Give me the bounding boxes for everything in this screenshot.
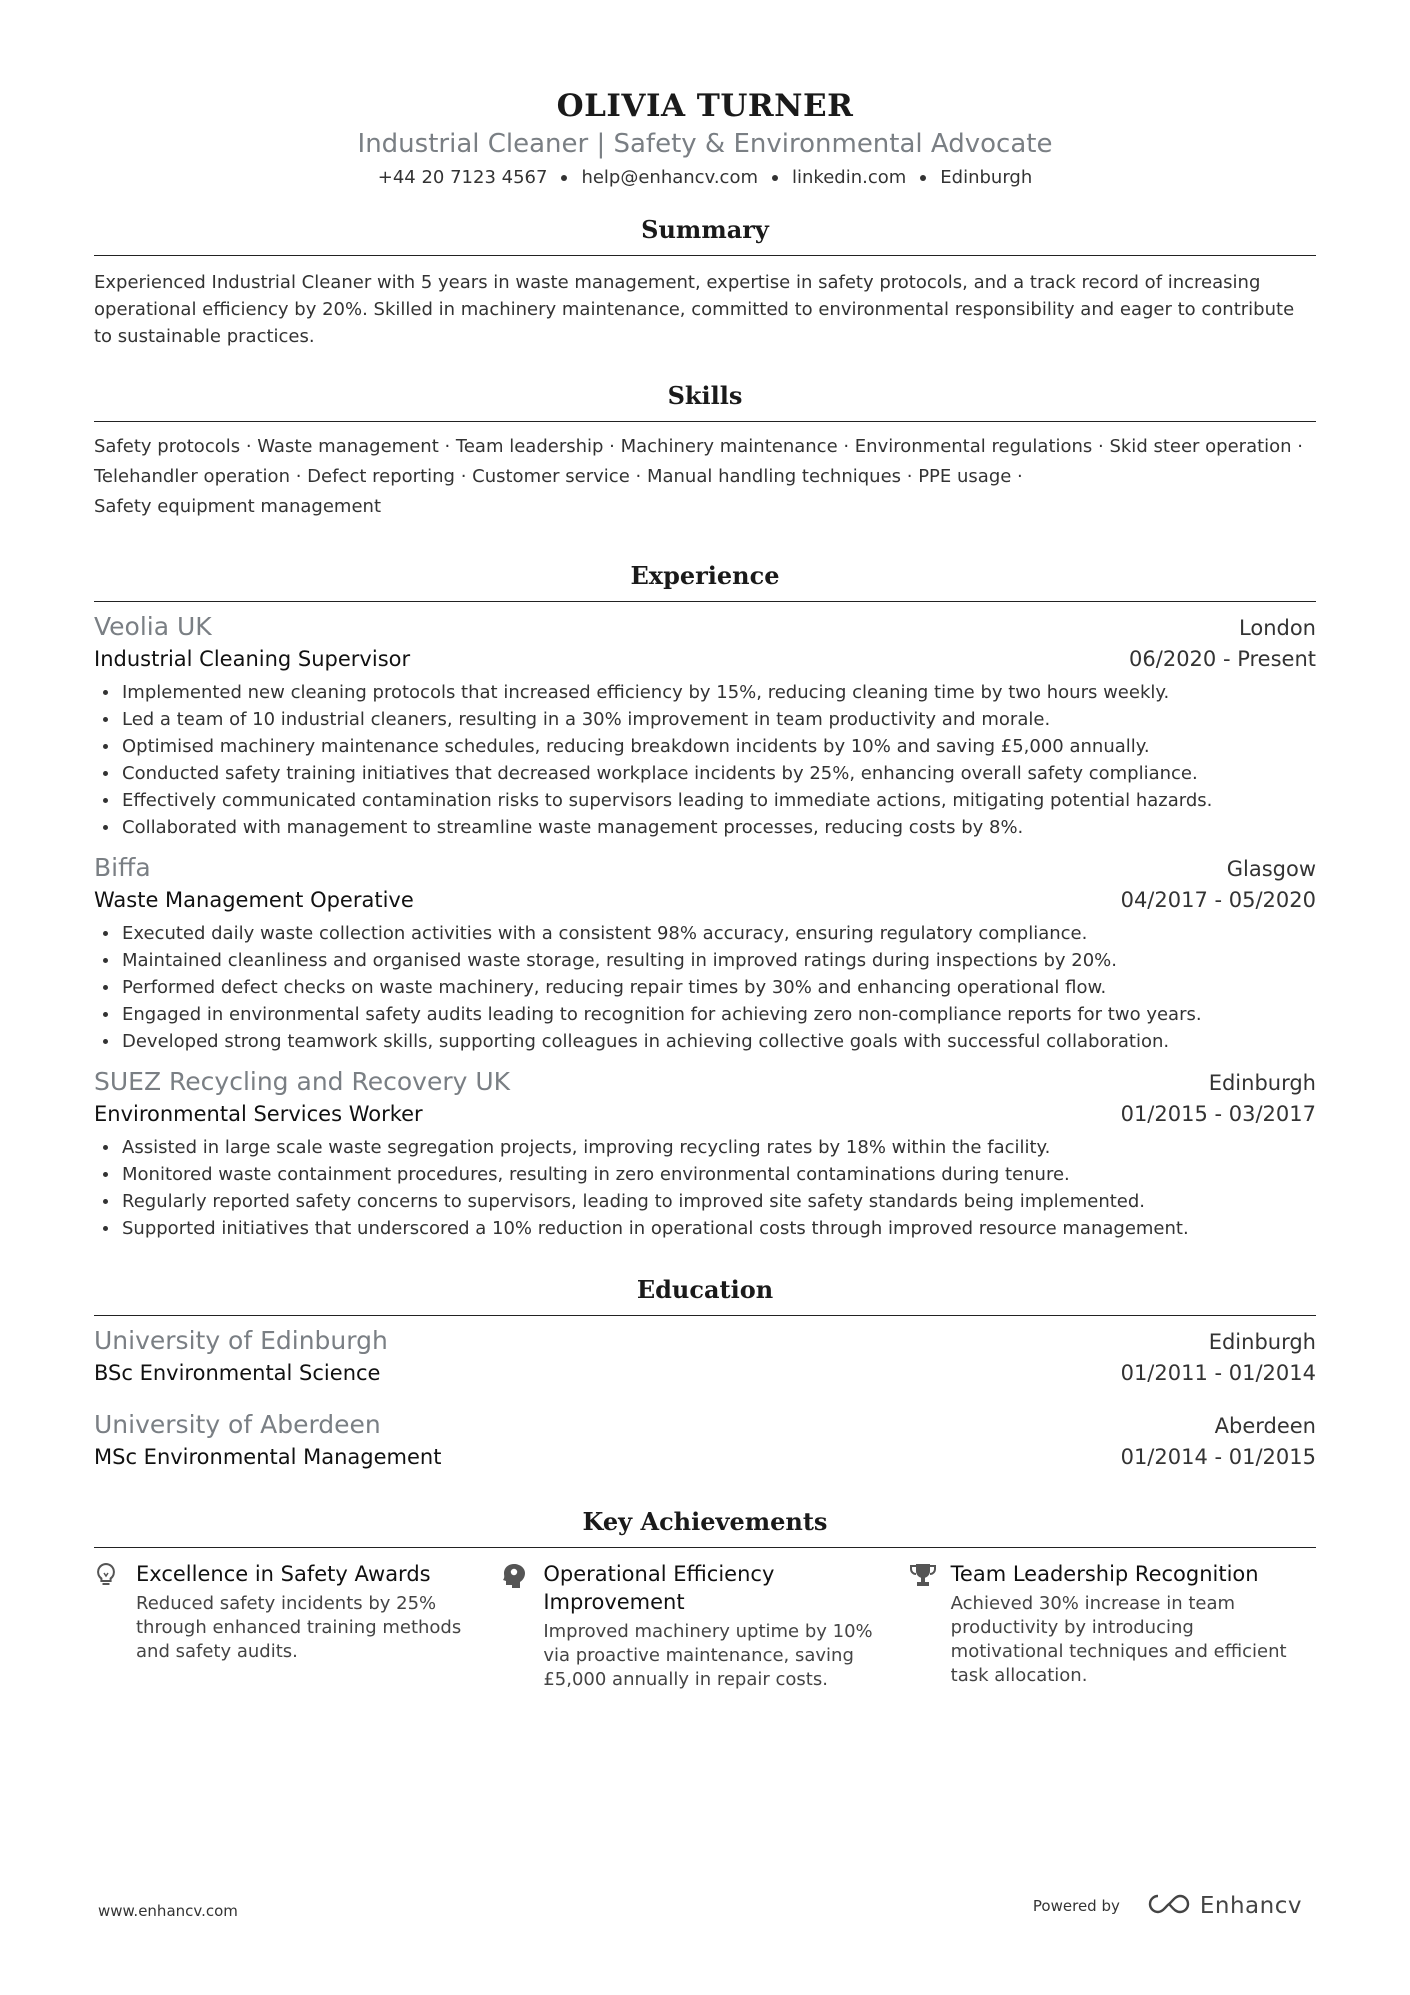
school-name: University of Edinburgh <box>94 1326 388 1355</box>
company-name: Biffa <box>94 853 151 882</box>
education-dates: 01/2014 - 01/2015 <box>1120 1445 1316 1469</box>
enhancv-logo-icon <box>1146 1892 1192 1920</box>
list-item: Executed daily waste collection activities with a consistent 98% accuracy, ensuring regulatory compliance. <box>94 920 1316 947</box>
resume-page <box>94 0 1316 1995</box>
footer-branding <box>1033 1892 1302 1920</box>
list-item: Monitored waste containment procedures, resulting in zero environmental contaminations during tenure. <box>94 1161 1316 1188</box>
candidate-name: OLIVIA TURNER <box>556 88 854 124</box>
location: Edinburgh <box>940 167 1033 188</box>
list-item: Optimised machinery maintenance schedules, reducing breakdown incidents by 10% and saving £5,000 annually. <box>94 733 1316 760</box>
education-entry <box>94 1408 1316 1472</box>
list-item: Led a team of 10 industrial cleaners, resulting in a 30% improvement in team productivity and morale. <box>94 706 1316 733</box>
achievement-title: Operational Efficiency Improvement <box>543 1562 775 1614</box>
education-entry <box>94 1324 1316 1388</box>
list-item: Collaborated with management to streamline waste management processes, reducing costs by 8%. <box>94 814 1316 841</box>
contact-line <box>94 165 1316 191</box>
achievements-heading: Key Achievements <box>94 1506 1316 1548</box>
list-item: Assisted in large scale waste segregation projects, improving recycling rates by 18% within the facility. <box>94 1134 1316 1161</box>
job-dates: 06/2020 - Present <box>1129 647 1316 671</box>
school-location: Aberdeen <box>1214 1414 1316 1438</box>
list-item: Supported initiatives that underscored a 10% reduction in operational costs through improved resource management. <box>94 1215 1316 1242</box>
trophy-icon <box>909 1560 951 1692</box>
job-location: London <box>1239 616 1316 640</box>
skills-line: Safety protocols · Waste management · Team leadership · Machinery maintenance · Environmental regulations · Skid steer operation · <box>94 436 1304 457</box>
achievement-desc: Reduced safety incidents by 25% through enhanced training methods and safety audits. <box>136 1593 462 1662</box>
list-item: Effectively communicated contamination risks to supervisors leading to immediate actions, mitigating potential hazards. <box>94 787 1316 814</box>
list-item: Performed defect checks on waste machinery, reducing repair times by 30% and enhancing operational flow. <box>94 974 1316 1001</box>
list-item: Engaged in environmental safety audits leading to recognition for achieving zero non-compliance reports for two years. <box>94 1001 1316 1028</box>
separator-dot <box>920 175 926 181</box>
skills-heading: Skills <box>94 380 1316 422</box>
achievements-grid <box>94 1560 1316 1692</box>
company-name: Veolia UK <box>94 612 212 641</box>
degree: BSc Environmental Science <box>94 1361 381 1385</box>
separator-dot <box>772 175 778 181</box>
job-bullets <box>94 1134 1316 1242</box>
linkedin-link[interactable]: linkedin.com <box>792 167 907 188</box>
job-bullets <box>94 679 1316 841</box>
skills-list <box>94 432 1316 522</box>
skills-line: Telehandler operation · Defect reporting · Customer service · Manual handling techniques · PPE usage · <box>94 466 1023 487</box>
separator-dot <box>561 175 567 181</box>
achievement-title: Team Leadership Recognition <box>950 1562 1259 1586</box>
list-item: Implemented new cleaning protocols that increased efficiency by 15%, reducing cleaning time by two hours weekly. <box>94 679 1316 706</box>
summary-heading: Summary <box>94 214 1316 256</box>
achievement-item <box>909 1560 1316 1692</box>
company-name: SUEZ Recycling and Recovery UK <box>94 1067 511 1096</box>
achievement-desc: Improved machinery uptime by 10% via proactive maintenance, saving £5,000 annually in repair costs. <box>543 1621 873 1690</box>
list-item: Regularly reported safety concerns to supervisors, leading to improved site safety standards being implemented. <box>94 1188 1316 1215</box>
job-role: Environmental Services Worker <box>94 1102 423 1126</box>
job-location: Edinburgh <box>1208 1071 1316 1095</box>
job-dates: 01/2015 - 03/2017 <box>1120 1102 1316 1126</box>
job-role: Industrial Cleaning Supervisor <box>94 647 411 671</box>
resume-header <box>94 0 1316 191</box>
summary-text: Experienced Industrial Cleaner with 5 years in waste management, expertise in safety protocols, and a track record of increasing operational efficiency by 20%. Skilled in machinery maintenance, committed to environmental responsibility and eager to contribute to sustainable practices. <box>94 272 1295 347</box>
degree: MSc Environmental Management <box>94 1445 442 1469</box>
footer-website[interactable]: www.enhancv.com <box>98 1902 238 1920</box>
job-role: Waste Management Operative <box>94 888 414 912</box>
job-dates: 04/2017 - 05/2020 <box>1120 888 1316 912</box>
brand-name: Enhancv <box>1199 1893 1302 1919</box>
lightbulb-icon <box>94 1560 136 1692</box>
achievement-item <box>94 1560 501 1692</box>
email[interactable]: help@enhancv.com <box>581 167 758 188</box>
education-dates: 01/2011 - 01/2014 <box>1120 1361 1316 1385</box>
head-brain-icon <box>501 1560 543 1692</box>
list-item: Developed strong teamwork skills, supporting colleagues in achieving collective goals with successful collaboration. <box>94 1028 1316 1055</box>
achievement-item <box>501 1560 908 1692</box>
job-entry <box>94 851 1316 1055</box>
job-bullets <box>94 920 1316 1055</box>
experience-section <box>94 560 1316 1242</box>
job-entry <box>94 1065 1316 1242</box>
candidate-title: Industrial Cleaner | Safety & Environmental Advocate <box>357 129 1053 159</box>
list-item: Conducted safety training initiatives that decreased workplace incidents by 25%, enhancing overall safety compliance. <box>94 760 1316 787</box>
powered-by-label: Powered by <box>1032 1897 1120 1915</box>
job-entry <box>94 610 1316 841</box>
skills-section <box>94 380 1316 522</box>
school-location: Edinburgh <box>1208 1330 1316 1354</box>
achievement-title: Excellence in Safety Awards <box>136 1562 431 1586</box>
summary-section <box>94 214 1316 350</box>
achievement-desc: Achieved 30% increase in team productivity by introducing motivational techniques and efficient task allocation. <box>950 1593 1287 1686</box>
phone: +44 20 7123 4567 <box>377 167 548 188</box>
achievements-section <box>94 1506 1316 1692</box>
skills-line: Safety equipment management <box>94 496 382 517</box>
experience-heading: Experience <box>94 560 1316 602</box>
school-name: University of Aberdeen <box>94 1410 381 1439</box>
education-section <box>94 1274 1316 1472</box>
education-heading: Education <box>94 1274 1316 1316</box>
job-location: Glasgow <box>1226 857 1316 881</box>
list-item: Maintained cleanliness and organised waste storage, resulting in improved ratings during inspections by 20%. <box>94 947 1316 974</box>
